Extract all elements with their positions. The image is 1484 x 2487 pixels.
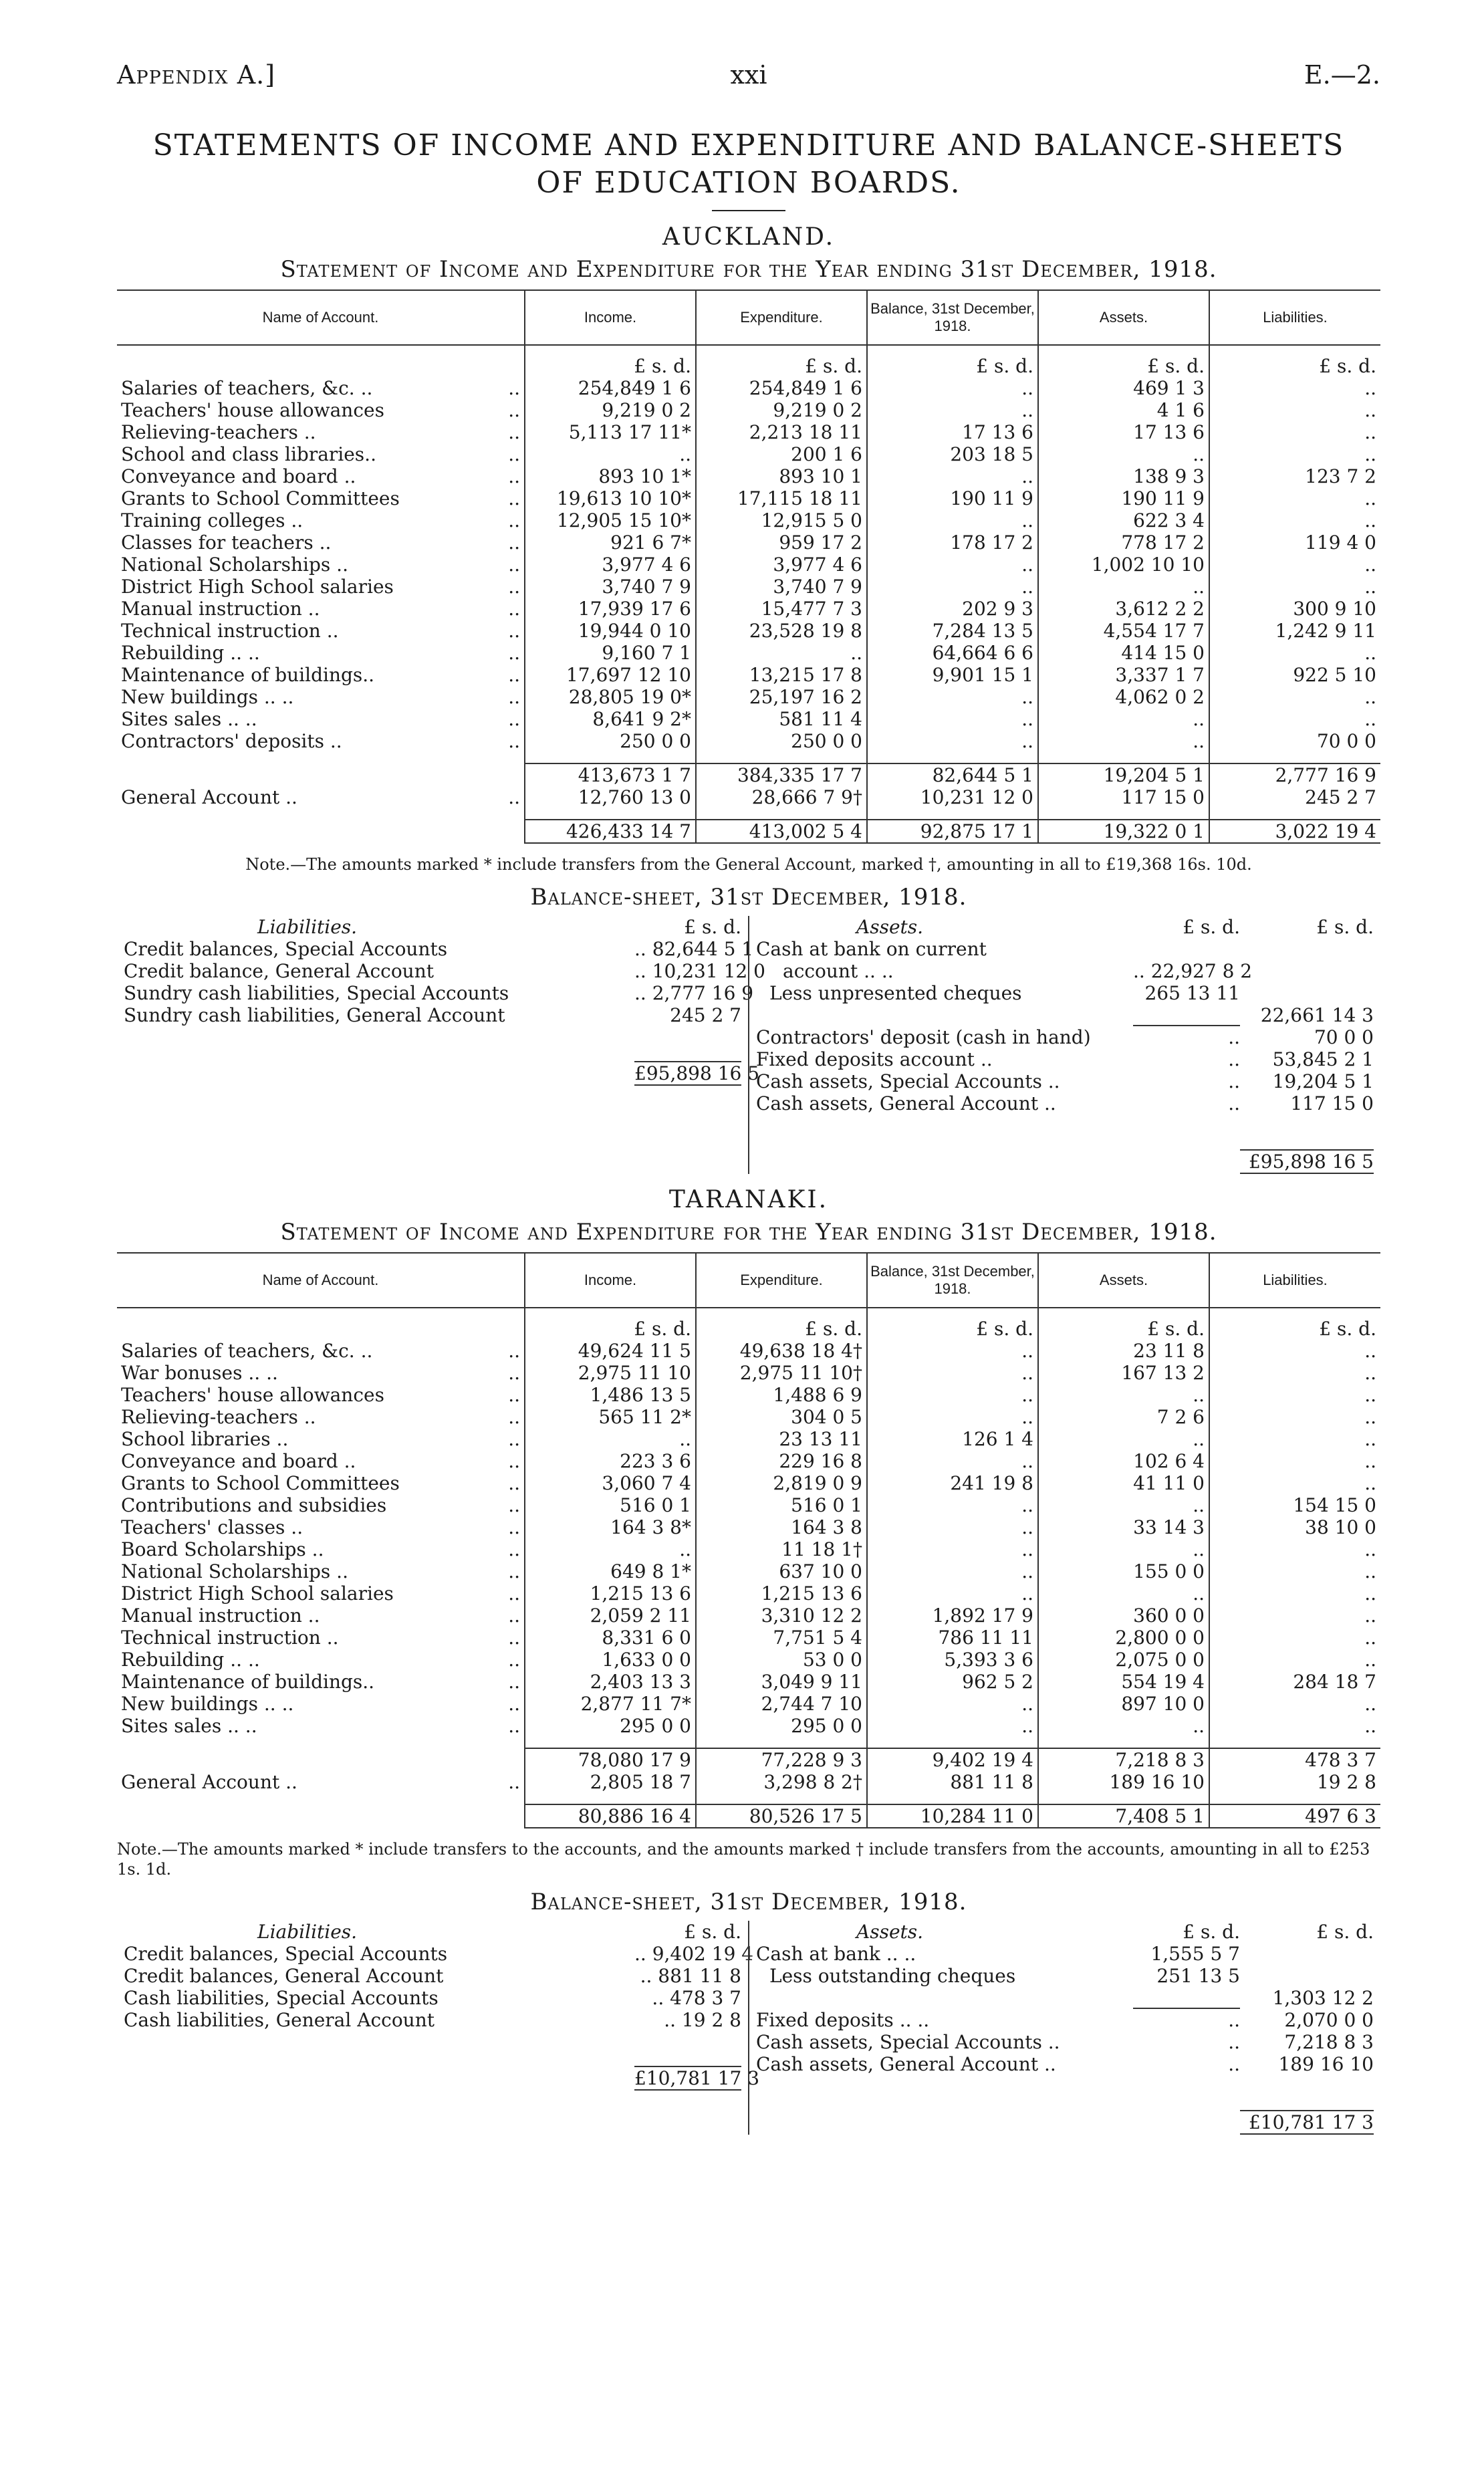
account-name: Technical instruction ..: [121, 620, 339, 642]
assets-total: £95,898 16 5: [1240, 1149, 1374, 1174]
appendix-label: Appendix A.]: [117, 60, 276, 90]
page-title: STATEMENTS OF INCOME AND EXPENDITURE AND BALANCE-SHEETS OF EDUCATION BOARDS.: [152, 128, 1345, 200]
account-name: Manual instruction ..: [121, 598, 320, 620]
liability-line: Cash liabilities, Special Accounts .. 478 3 7: [124, 1987, 741, 2009]
account-name: Grants to School Committees: [121, 487, 400, 509]
liability-line: Cash liabilities, General Account .. 19 2 8: [124, 2009, 741, 2031]
account-name: Teachers' classes ..: [121, 1516, 303, 1538]
table-row: Salaries of teachers, &c. .. .. 254,849 1 6 254,849 1 6 .. 469 1 3 ..: [117, 377, 1380, 399]
statement-table-taranaki: [117, 1252, 1380, 1828]
account-name: Conveyance and board ..: [121, 465, 356, 487]
table-row: War bonuses .. .. .. 2,975 11 10 2,975 11 10† .. 167 13 2 ..: [117, 1362, 1380, 1384]
page-number: xxi: [730, 60, 767, 90]
account-name: Grants to School Committees: [121, 1472, 400, 1494]
liability-line: Credit balances, General Account .. 881 11 8: [124, 1965, 741, 1987]
asset-line: Fixed deposits account .. .. 53,845 2 1: [756, 1048, 1374, 1070]
liabilities-total: £95,898 16 5: [634, 1062, 760, 1084]
account-name: Maintenance of buildings..: [121, 664, 375, 686]
account-name: Conveyance and board ..: [121, 1450, 356, 1472]
table-row: Relieving-teachers .. .. 5,113 17 11* 2,213 18 11 17 13 6 17 13 6 ..: [117, 421, 1380, 443]
section-title-taranaki: TARANAKI.: [668, 1186, 829, 1213]
account-name: Technical instruction ..: [121, 1627, 339, 1649]
table-row: New buildings .. .. .. 28,805 19 0* 25,197 16 2 .. 4,062 0 2 ..: [117, 686, 1380, 708]
liability-line: Sundry cash liabilities, Special Accounts .. 2,777 16 9: [124, 982, 754, 1004]
bs-liabilities: Liabilities. £ s. d. Credit balances, Special Accounts .. 9,402 19 4 Credit balances, General Account .. 881 11 8 Cash liabilities, Special Accounts .. 478 3 7 Cash liabilities, General Account .. 19 2 8 £10,781 17 3: [124, 1921, 760, 2089]
balance-sheet-taranaki: [117, 1921, 1380, 2135]
table-row: Salaries of teachers, &c. .. .. 49,624 11 5 49,638 18 4† .. 23 11 8 ..: [117, 1340, 1380, 1362]
liability-line: Credit balance, General Account .. 10,231 12 0: [124, 960, 765, 982]
account-name: War bonuses .. ..: [121, 1362, 278, 1384]
table-row: Sites sales .. .. .. 295 0 0 295 0 0 .. .. ..: [117, 1715, 1380, 1737]
table-row: Grants to School Committees .. 19,613 10 10* 17,115 18 11 190 11 9 190 11 9 ..: [117, 487, 1380, 509]
unit-label: £ s. d.: [696, 1308, 867, 1340]
table-row: New buildings .. .. .. 2,877 11 7* 2,744 7 10 .. 897 10 0 ..: [117, 1693, 1380, 1715]
paper-reference: E.—2.: [1304, 60, 1380, 90]
asset-line: Contractors' deposit (cash in hand) .. 70 0 0: [756, 1026, 1374, 1048]
table-row: National Scholarships .. .. 649 8 1* 637 10 0 .. 155 0 0 ..: [117, 1560, 1380, 1582]
table-row: Rebuilding .. .. .. 1,633 0 0 53 0 0 5,393 3 6 2,075 0 0 ..: [117, 1649, 1380, 1671]
table-row: Sites sales .. .. .. 8,641 9 2* 581 11 4 .. .. ..: [117, 708, 1380, 730]
table-row: Contributions and subsidies .. 516 0 1 516 0 1 .. .. 154 15 0: [117, 1494, 1380, 1516]
table-row: District High School salaries .. 1,215 13 6 1,215 13 6 .. .. ..: [117, 1582, 1380, 1605]
unit-label: £ s. d.: [525, 345, 696, 377]
table-row: Grants to School Committees .. 3,060 7 4 2,819 0 9 241 19 8 41 11 0 ..: [117, 1472, 1380, 1494]
units-row: [117, 345, 1380, 377]
table-row: Conveyance and board .. .. 893 10 1* 893 10 1 .. 138 9 3 123 7 2: [117, 465, 1380, 487]
table-header: Name of Account. Income. Expenditure. Balance, 31st December, 1918. Assets. Liabilities.: [117, 1253, 1380, 1308]
general-account-row: General Account .. .. 2,805 18 7 3,298 8 2† 881 11 8 189 16 10 19 2 8: [117, 1771, 1380, 1793]
account-name: New buildings .. ..: [121, 1693, 294, 1715]
table-row: Technical instruction .. .. 8,331 6 0 7,751 5 4 786 11 11 2,800 0 0 ..: [117, 1627, 1380, 1649]
liability-line: Sundry cash liabilities, General Account 245 2 7: [124, 1004, 741, 1026]
asset-line: Cash assets, Special Accounts .. .. 19,204 5 1: [756, 1070, 1374, 1092]
table-row: Teachers' house allowances .. 9,219 0 2 9,219 0 2 .. 4 1 6 ..: [117, 399, 1380, 421]
statement-title-auckland: Statement of Income and Expenditure for the Year ending 31st December, 1918.: [280, 256, 1217, 283]
account-name: Teachers' house allowances: [121, 1384, 384, 1406]
table-row: Conveyance and board .. .. 223 3 6 229 16 8 .. 102 6 4 ..: [117, 1450, 1380, 1472]
statement-table-auckland: [117, 289, 1380, 844]
account-name: National Scholarships ..: [121, 554, 348, 576]
unit-label: £ s. d.: [867, 1308, 1038, 1340]
balance-sheet-auckland: [117, 916, 1380, 1174]
page: [117, 60, 1380, 2135]
table-row: Contractors' deposits .. .. 250 0 0 250 0 0 .. .. 70 0 0: [117, 730, 1380, 752]
table-row: Manual instruction .. .. 17,939 17 6 15,477 7 3 202 9 3 3,612 2 2 300 9 10: [117, 598, 1380, 620]
asset-line: Cash assets, General Account .. .. 117 15 0: [756, 1092, 1374, 1114]
account-name: Maintenance of buildings..: [121, 1671, 375, 1693]
liability-line: Credit balances, Special Accounts .. 9,402 19 4: [124, 1943, 754, 1965]
account-name: Classes for teachers ..: [121, 531, 332, 554]
assets-total: £10,781 17 3: [1240, 2110, 1374, 2135]
account-name: Sites sales .. ..: [121, 708, 257, 730]
table-row: Teachers' classes .. .. 164 3 8* 164 3 8 .. 33 14 3 38 10 0: [117, 1516, 1380, 1538]
account-name: Sites sales .. ..: [121, 1715, 257, 1737]
asset-line: Fixed deposits .. .. .. 2,070 0 0: [756, 2009, 1374, 2031]
section-title-auckland: AUCKLAND.: [662, 223, 836, 251]
account-name: District High School salaries: [121, 576, 394, 598]
subtotal-row: 413,673 1 7 384,335 17 7 82,644 5 1 19,204 5 1 2,777 16 9: [117, 763, 1380, 786]
account-name: District High School salaries: [121, 1582, 394, 1605]
bs-assets: Assets. £ s. d. £ s. d. Cash at bank .. .. 1,555 5 7 Less outstanding cheques 251 13 5 1,303 12 2 Fixed deposits .. .. .. 2,070 0 0 Cash assets, Special Accounts .. .. 7,218 8 3 Cash assets, General Account .. .. 189 16 10 £10,781 17 3: [748, 1921, 1380, 2135]
liabilities-total: £10,781 17 3: [634, 2067, 760, 2089]
account-name: Relieving-teachers ..: [121, 421, 316, 443]
table-row: Technical instruction .. .. 19,944 0 10 23,528 19 8 7,284 13 5 4,554 17 7 1,242 9 11: [117, 620, 1380, 642]
unit-label: £ s. d.: [1038, 1308, 1209, 1340]
table-header: Name of Account. Income. Expenditure. Balance, 31st December, 1918. Assets. Liabilities.: [117, 290, 1380, 345]
table-row: National Scholarships .. .. 3,977 4 6 3,977 4 6 .. 1,002 10 10 ..: [117, 554, 1380, 576]
bs-assets: Assets. £ s. d. £ s. d. Cash at bank on current account .. .. .. 22,927 8 2 Less unpresented cheques 265 13 11 22,661 14 3 Contractors' deposit (cash in hand) .. 70 0 0 Fixed deposits account .. .. 53,845 2 1 Cash assets, Special Accounts .. .. 19,204 5 1 Cash assets, General Account .. .. 117 15 0 £95,898 16 5: [748, 916, 1380, 1174]
total-row: 426,433 14 7 413,002 5 4 92,875 17 1 19,322 0 1 3,022 19 4: [117, 820, 1380, 843]
note-auckland: Note.—The amounts marked * include transfers from the General Account, marked †, amounting in all to £19,368 16s. 10d.: [245, 855, 1252, 874]
account-name: Salaries of teachers, &c. ..: [121, 1340, 373, 1362]
unit-label: £ s. d.: [867, 345, 1038, 377]
unit-label: £ s. d.: [525, 1308, 696, 1340]
account-name: New buildings .. ..: [121, 686, 294, 708]
account-name: Contractors' deposits ..: [121, 730, 342, 752]
account-name: School libraries ..: [121, 1428, 289, 1450]
asset-line: Cash assets, General Account .. .. 189 16 10: [756, 2053, 1374, 2075]
table-row: Classes for teachers .. .. 921 6 7* 959 17 2 178 17 2 778 17 2 119 4 0: [117, 531, 1380, 554]
table-row: Training colleges .. .. 12,905 15 10* 12,915 5 0 .. 622 3 4 ..: [117, 509, 1380, 531]
asset-line: Cash assets, Special Accounts .. .. 7,218 8 3: [756, 2031, 1374, 2053]
subtotal-row: 78,080 17 9 77,228 9 3 9,402 19 4 7,218 8 3 478 3 7: [117, 1748, 1380, 1771]
units-row: [117, 1308, 1380, 1340]
table-row: School and class libraries.. .. .. 200 1 6 203 18 5 .. ..: [117, 443, 1380, 465]
account-name: Rebuilding .. ..: [121, 642, 260, 664]
table-row: Manual instruction .. .. 2,059 2 11 3,310 12 2 1,892 17 9 360 0 0 ..: [117, 1605, 1380, 1627]
balance-sheet-title-taranaki: Balance-sheet, 31st December, 1918.: [530, 1889, 967, 1915]
table-row: School libraries .. .. .. 23 13 11 126 1 4 .. ..: [117, 1428, 1380, 1450]
unit-label: £ s. d.: [1038, 345, 1209, 377]
table-row: Rebuilding .. .. .. 9,160 7 1 .. 64,664 6 6 414 15 0 ..: [117, 642, 1380, 664]
liability-line: Credit balances, Special Accounts .. 82,644 5 1: [124, 938, 754, 960]
balance-sheet-title-auckland: Balance-sheet, 31st December, 1918.: [530, 884, 967, 911]
bs-liabilities: Liabilities. £ s. d. Credit balances, Special Accounts .. 82,644 5 1 Credit balance, General Account .. 10,231 12 0 Sundry cash liabilities, Special Accounts .. 2,777 16 9 Sundry cash liabilities, General Account 245 2 7 £95,898 16 5: [124, 916, 765, 1084]
account-name: School and class libraries..: [121, 443, 376, 465]
table-row: Teachers' house allowances .. 1,486 13 5 1,488 6 9 .. .. ..: [117, 1384, 1380, 1406]
unit-label: £ s. d.: [696, 345, 867, 377]
title-rule: [712, 210, 785, 211]
account-name: Manual instruction ..: [121, 1605, 320, 1627]
note-taranaki: Note.—The amounts marked * include transfers to the accounts, and the amounts marked † include transfers from the accounts, amounting in all to £253 1s. 1d.: [117, 1840, 1370, 1879]
account-name: Rebuilding .. ..: [121, 1649, 260, 1671]
account-name: Training colleges ..: [121, 509, 303, 531]
table-row: Relieving-teachers .. .. 565 11 2* 304 0 5 .. 7 2 6 ..: [117, 1406, 1380, 1428]
account-name: Board Scholarships ..: [121, 1538, 324, 1560]
account-name: National Scholarships ..: [121, 1560, 348, 1582]
unit-label: £ s. d.: [1209, 1308, 1380, 1340]
table-row: District High School salaries .. 3,740 7 9 3,740 7 9 .. .. ..: [117, 576, 1380, 598]
unit-label: £ s. d.: [1209, 345, 1380, 377]
statement-title-taranaki: Statement of Income and Expenditure for the Year ending 31st December, 1918.: [280, 1219, 1217, 1246]
account-name: Salaries of teachers, &c. ..: [121, 377, 373, 399]
account-name: Relieving-teachers ..: [121, 1406, 316, 1428]
table-row: Maintenance of buildings.. .. 17,697 12 10 13,215 17 8 9,901 15 1 3,337 1 7 922 5 10: [117, 664, 1380, 686]
account-name: Contributions and subsidies: [121, 1494, 387, 1516]
general-account-row: General Account .. .. 12,760 13 0 28,666 7 9† 10,231 12 0 117 15 0 245 2 7: [117, 786, 1380, 808]
table-row: Maintenance of buildings.. .. 2,403 13 3 3,049 9 11 962 5 2 554 19 4 284 18 7: [117, 1671, 1380, 1693]
running-header: [117, 60, 1380, 107]
account-name: Teachers' house allowances: [121, 399, 384, 421]
total-row: 80,886 16 4 80,526 17 5 10,284 11 0 7,408 5 1 497 6 3: [117, 1804, 1380, 1828]
table-row: Board Scholarships .. .. .. 11 18 1† .. .. ..: [117, 1538, 1380, 1560]
